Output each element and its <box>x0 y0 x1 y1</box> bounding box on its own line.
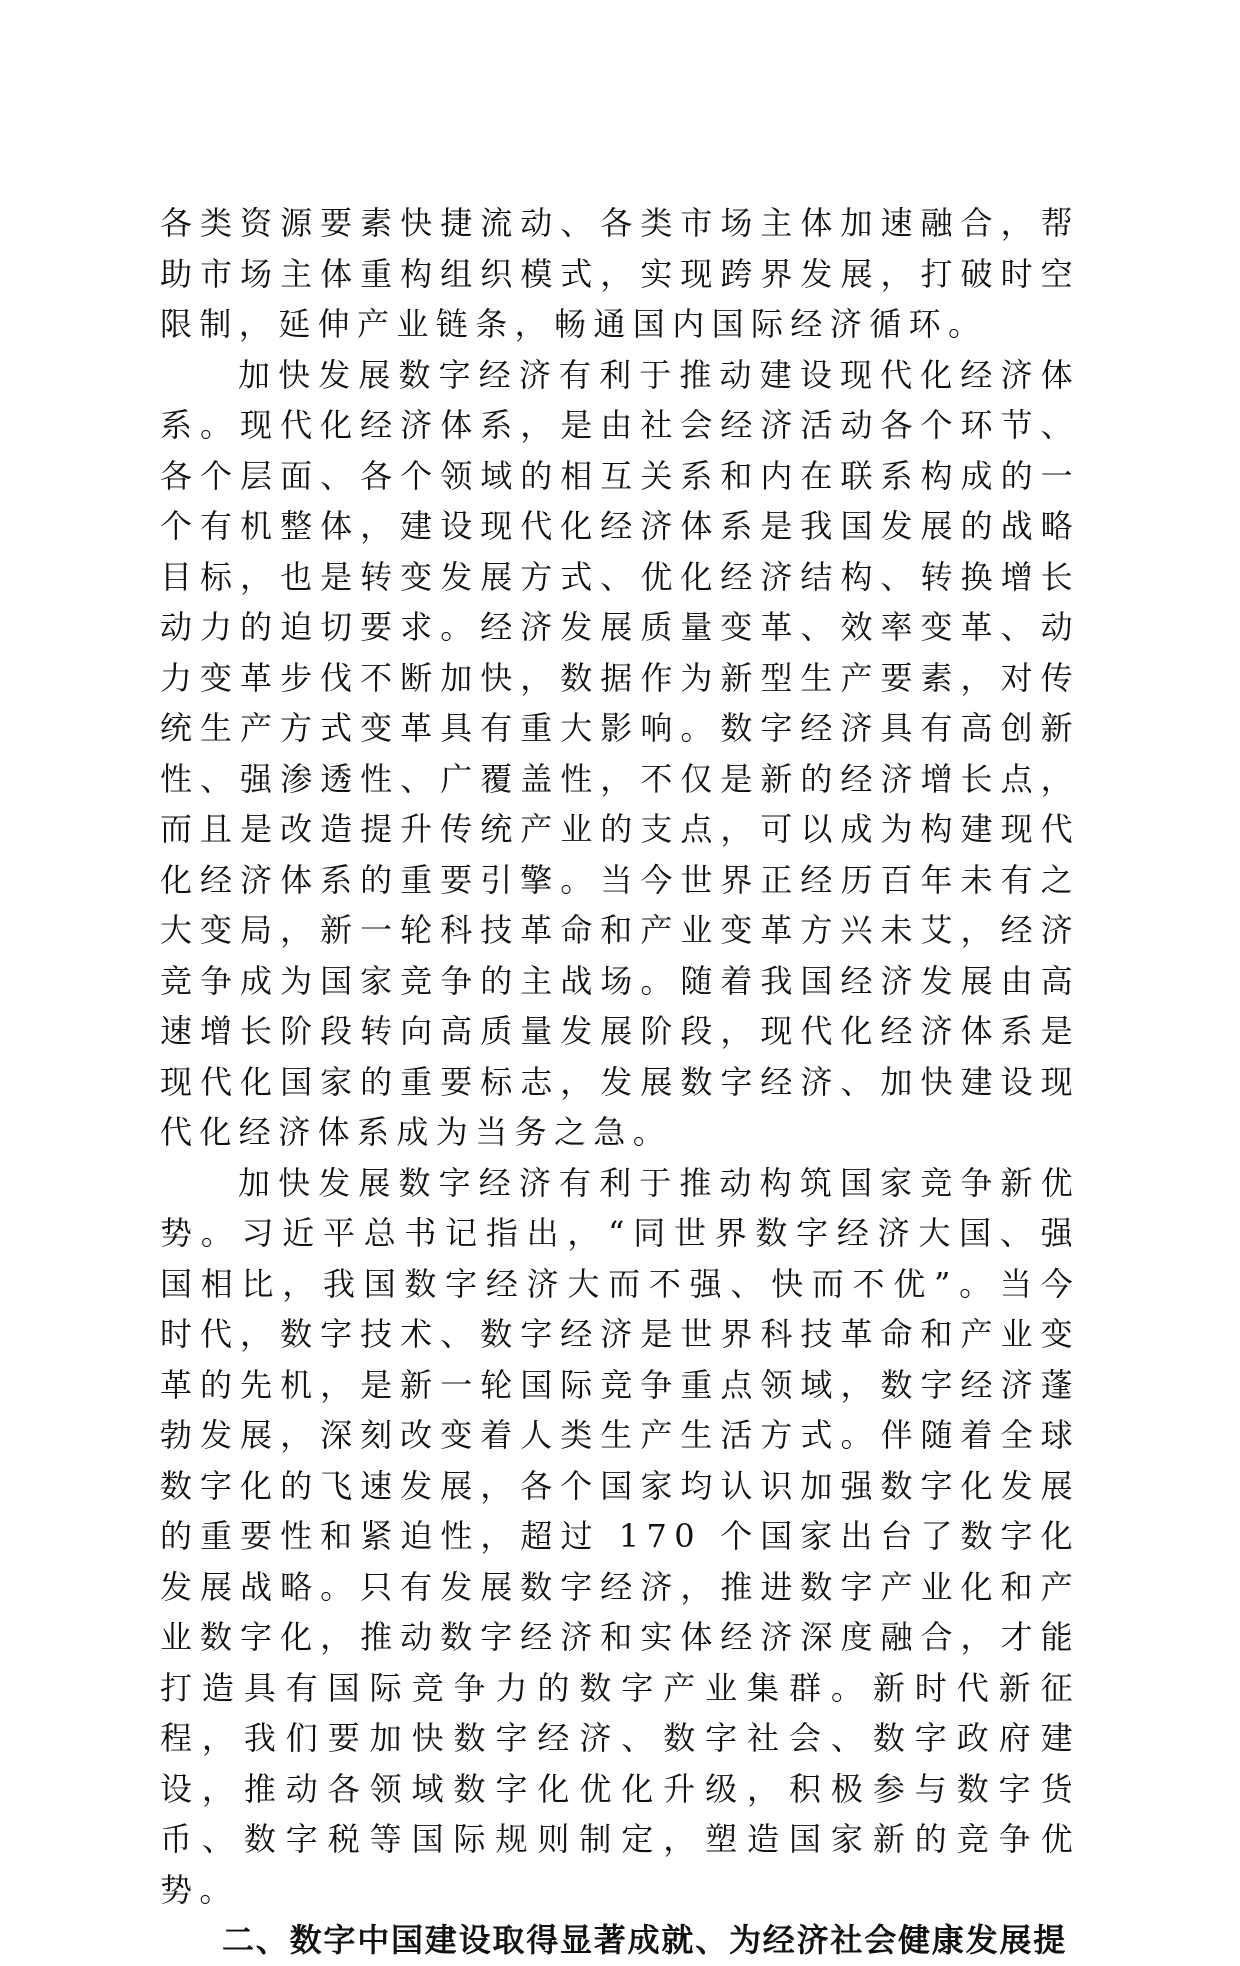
paragraph-national-competitiveness: 加快发展数字经济有利于推动构筑国家竞争新优势。习近平总书记指出，“同世界数字经济大国、强国相比，我国数字经济大而不强、快而不优”。当今时代，数字技术、数字经济是世界科技革命和产业变革的先机，是新一轮国际竞争重点领域，数字经济蓬勃发展，深刻改变着人类生产生活方式。伴随着全球数字化的飞速发展，各个国家均认识加强数字化发展的重要性和紧迫性，超过 170 个国家出台了数字化发展战略。只有发展数字经济，推进数字产业化和产业数字化，推动数字经济和实体经济深度融合，才能打造具有国际竞争力的数字产业集群。新时代新征程，我们要加快数字经济、数字社会、数字政府建设，推动各领域数字化优化升级，积极参与数字货币、数字税等国际规则制定，塑造国家新的竞争优势。 <box>160 1163 1080 1909</box>
section-heading: 二、数字中国建设取得显著成就、为经济社会健康发展提 <box>222 1921 1068 1959</box>
document-page <box>160 198 1080 1966</box>
paragraph-continuation: 各类资源要素快捷流动、各类市场主体加速融合，帮助市场主体重构组织模式，实现跨界发展，打破时空限制，延伸产业链条，畅通国内国际经济循环。 <box>160 204 1080 343</box>
paragraph-modern-economic-system: 加快发展数字经济有利于推动建设现代化经济体系。现代化经济体系，是由社会经济活动各个环节、各个层面、各个领域的相互关系和内在联系构成的一个有机整体，建设现代化经济体系是我国发展的战略目标，也是转变发展方式、优化经济结构、转换增长动力的迫切要求。经济发展质量变革、效率变革、动力变革步伐不断加快，数据作为新型生产要素，对传统生产方式变革具有重大影响。数字经济具有高创新性、强渗透性、广覆盖性，不仅是新的经济增长点，而且是改造提升传统产业的支点，可以成为构建现代化经济体系的重要引擎。当今世界正经历百年未有之大变局，新一轮科技革命和产业变革方兴未艾，经济竞争成为国家竞争的主战场。随着我国经济发展由高速增长阶段转向高质量发展阶段，现代化经济体系是现代化国家的重要标志，发展数字经济、加快建设现代化经济体系成为当务之急。 <box>160 355 1080 1151</box>
